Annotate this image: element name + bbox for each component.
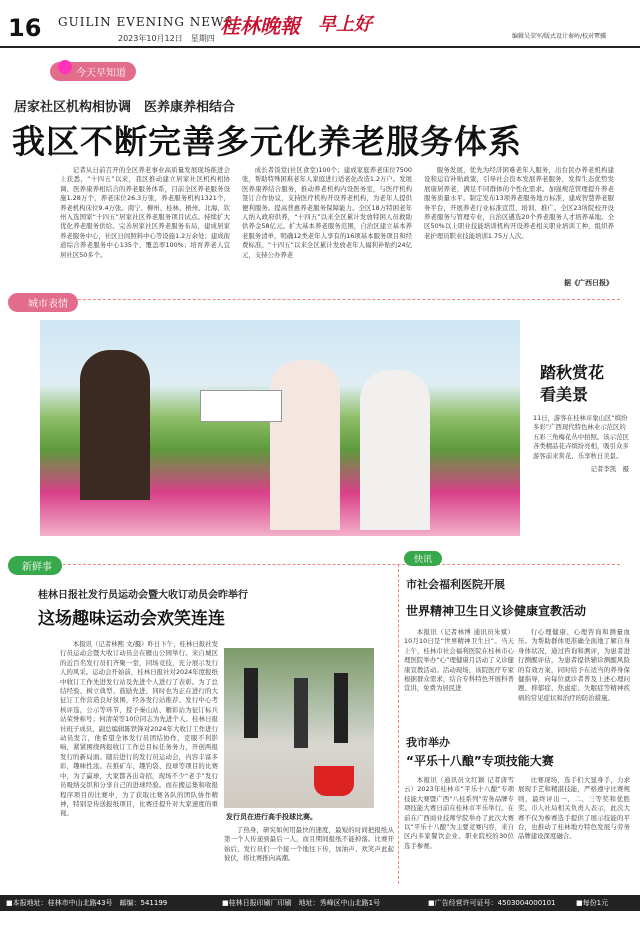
section-title: 早上好	[318, 14, 372, 35]
visitor-left	[270, 360, 340, 530]
article3-col1: 本报讯（记者林博 通讯员朱斌）10月10日是“世界精神卫生日”。当天上午，桂林市社会福利医院在桂林市心理医院举办“心”理健康月活动了义诊健康宣教活动。活动现场，该院医疗专家根据群众需求，结合专科特色开展科普宣讲，免费为居民进	[404, 628, 514, 693]
article1-subtitle: 居家社区机构相协调 医养康养相结合	[14, 100, 236, 115]
article1-col2: 成长者饭堂(社区食堂)100个；建成家庭养老床位7500张，帮助特殊困难老年人家庭进行适老化改造1.2万户。发展医养康养结合服务，推动养老机构内设医务室，与医疗机构签订合作协议，支持医疗机构开设养老机构，为老年人提供便利服务。提高普惠养老服务保障能力。全区18万特困老年人纳入政府供养，“十四五”以来全区累计发放特困人员救助供养金58亿元。扩大基本养老服务范围，自治区建立基本养老服务清单，明确12类老年人享有的16项基本服务项目和经费标准。“十四五”以来全区累计发放老年人福利补贴约24亿元，支持公办养老	[242, 166, 412, 259]
tag-city: 城市表情	[8, 293, 78, 312]
article4-col2: 比赛现场，选手们大显身手，力求展现手艺和精湛技能，严格遵守比赛规则，最终评出一、二、三等奖和优胜奖。市人社局相关负责人表示，此次大赛不仅为参赛选手提供了展示技能的平台，也推动了桂林地方特色发展与劳务品牌建设深度融合。	[518, 776, 630, 841]
paper-logo: 桂林晚報	[220, 14, 300, 38]
building	[200, 390, 282, 422]
tag-news: 快讯	[404, 551, 442, 566]
footer-license: ■广告经营许可证号：4503004000101	[428, 899, 556, 907]
article2-col2: 了热身，研究如何用最快的速度，最短的时间把报纸从第一个人传递到最后一人，而且期间报纸不能掉落。比赛开始后，发行员们一个接一个地往下传，加油声、欢笑声此起彼伏，将比赛推向高潮。	[224, 826, 394, 863]
article3-headline-2: 世界精神卫生日义诊健康宣教活动	[406, 604, 587, 618]
column-divider	[398, 564, 399, 884]
article2-headline: 这场趣味运动会欢笑连连	[38, 609, 225, 629]
footer-price: ■每份1元	[576, 899, 609, 907]
photographer	[80, 350, 150, 500]
footer-address: ■本报地址：桂林市中山北路43号 邮编：541199	[6, 899, 168, 907]
article2-subtitle: 桂林日报社发行员运动会暨大收订动员会昨举行	[38, 590, 248, 601]
footer-printer: ■桂林日报印刷厂印刷 地址：秀峰区中山北路1号	[222, 899, 381, 907]
paper-name-en: GUILIN EVENING NEWS	[58, 15, 234, 29]
article3-headline-1: 市社会福利医院开展	[406, 578, 505, 591]
divider	[8, 299, 620, 300]
article2-col1: 本报讯（记者林熙 文/摄）昨日下午，桂林日报社发行员运动会暨大收订动员会在雁山公园举行。来自城区的近百名发行员们齐聚一堂，同场竞技，充分展示发行人的风采。运动会开始前，桂林日报社对2024年度报纸中收订工作先进发行站及先进个人进行了表彰。为了总结经验、树立典型、鼓励先进，同时也为正在进行的大征订工作营造良好氛围，经各发行站推荐、发行中心考核评选，公示等环节，授予秦山站、雁彩站为征订标兵站荣誉称号；何清荣等10位同志为先进个人。桂林日报社班子成员、副总编辑陈铁锋对2024年大收订工作进行动员发言，他希望全体发行员团结协作，克服不利影响，紧紧围绕两报收订工作总目标任务务力，开创两报发行的新局面。随后进行的发行员运动会，内容丰富多彩，趣味性浓。在推矿车、趣钓袋、投球等项目的比赛中，为了赢球，大家都各出奇招，现场不少“老手”发行员吸纳交织和分享自己的进球经验。而在搬运集和收报程序项目的比赛中，为了获取比赛各队的团队协作精神，特别是传送报纸项目，比赛还提升对大家速度的重视。	[60, 640, 218, 818]
flower-photo	[40, 320, 520, 536]
article3-col2: 行心理健康、心理咨询和测量血压。为帮助群体更准确全面地了解自身身体状况，通过咨询和测评，为患者进行测醒评估，为患者提供辅诊测醒风险的有效方案，同时给予在适当的养身保健指导，向每位就诊者普及上述心理问题、抑郁症、焦虑症、失眠症等精神疾病的常见症状和治疗的防治措施。	[518, 628, 630, 702]
article4-headline-2: “平乐十八酿”专项技能大赛	[406, 754, 554, 768]
player-1	[244, 668, 258, 738]
article1-headline: 我区不断完善多元化养老服务体系	[12, 122, 522, 161]
issue-date: 2023年10月12日 星期四	[118, 34, 215, 43]
footer	[0, 895, 640, 911]
player-2	[294, 678, 308, 748]
article4-col1: 本报讯（通讯员文红颖 记者唐雪云）2023年桂林市“平乐十八酿”专项技能大赛暨广西“八桂系列”劳务品牌专项技能大赛日前在桂林市平乐举行。在前在广西商业技师学院举办了此次大赛以“平乐十八酿”为主要竞赛内容，来自区内多家餐饮企业、职业院校的30位选手参赛。	[404, 776, 514, 850]
editor-credits: 编辑吴荣军/版式设计秦岭/校对覃骥	[512, 33, 607, 40]
red-bucket	[314, 766, 354, 796]
divider-lower	[8, 564, 620, 565]
flower-icon	[58, 60, 72, 74]
article4-headline-1: 我市举办	[406, 736, 450, 749]
article1-col3: 服务发展，优先为经济困难老年人服务，出台民办养老机构建设和运营补贴政策，引导社会资本发展养老服务，发挥生态优势发展康居养老，满足不同群体的个性化需求。加强规范管理提升养老服务质量水平。制定发布13项养老服务地方标准，建成智慧养老服务平台，开展养老行业标准宣贯、培训、推广。全区23所院校开设养老服务与管理专业，自治区遴选20个养老服务人才培养基地。全区50%以上职业技能培训机构开设养老相关职业培训工种，组织养老护理员职业技能培训1.75万人次。	[424, 166, 614, 240]
page-number: 16	[8, 14, 42, 42]
article1-source: 据《广西日报》	[564, 279, 613, 287]
tag-fresh: 新鲜事	[8, 556, 62, 575]
article1-col1: 记者从日前召开的全区养老事业高质量发展现场推进会上获悉，“十四五”以来，我区推动建立居家社区机构相协调、医养康养相结合的养老服务体系，目前全区养老服务设施1.28万个，养老床位26.3万张，养老服务机构1321个，养老机构床位9.4万张。南宁、柳州、桂林、梧州、北海、钦州入选国家“十四五”居家社区养老服务项目试点。持续扩大优化养老服务供给。完善居家社区养老服务布局，建成居家养老服务中心，社区日间照料中心等设施1.2万余处；建成街道综合养老服务中心135个、覆盖率100%；培育养老人宜居社区50多个。	[60, 166, 230, 259]
visitor-right	[360, 370, 430, 530]
photo2-caption: 发行员在进行高手投球比赛。	[226, 813, 317, 821]
sports-photo	[224, 648, 374, 808]
photo1-title: 踏秋赏花 看美景	[540, 363, 605, 404]
player-3	[334, 673, 348, 743]
tag-today: 今天早知道	[50, 62, 136, 81]
photo1-caption: 11日，游客在桂林市象山区“缤纷多彩”广西现代特色林业示范区的五彩三角梅花丛中拍照。该示范区各类精品花卉缤纷亮相，吸引众多游客前来赏花、乐享秋日美景。 记者李凯 摄	[533, 414, 629, 474]
